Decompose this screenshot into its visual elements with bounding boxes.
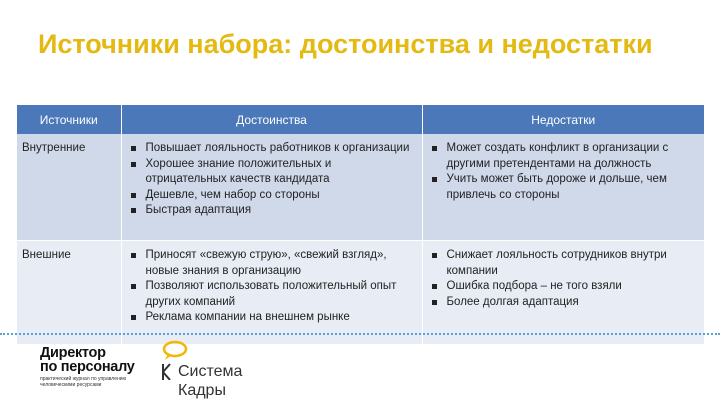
row-source: Внутренние [17, 134, 121, 241]
logo-line: по персоналу [40, 359, 135, 375]
list-item: Снижает лояльность сотрудников внутри компании [447, 248, 699, 279]
list-item: Дешевле, чем набор со стороны [146, 188, 416, 204]
header-cons: Недостатки [422, 105, 704, 134]
list-item: Быстрая адаптация [146, 203, 416, 219]
pros-list [122, 241, 422, 326]
cons-cell [422, 134, 704, 241]
cons-list [423, 241, 705, 310]
row-source: Внешние [17, 241, 121, 345]
list-item: Реклама компании на внешнем рынке [146, 310, 416, 326]
header-sources: Источники [17, 105, 121, 134]
table-header-row [17, 105, 704, 134]
list-item: Хорошее знание положительных и отрицательных качеств кандидата [146, 157, 416, 188]
sistema-kadry-logo [160, 340, 280, 400]
list-item: Приносят «свежую струю», «свежий взгляд», новые знания в организацию [146, 248, 416, 279]
list-item: Ошибка подбора – не того взяли [447, 279, 699, 295]
list-item: Позволяют использовать положительный опыт других компаний [146, 279, 416, 310]
pros-cell [121, 241, 422, 345]
table-row [17, 241, 704, 345]
sources-table [17, 105, 704, 344]
director-po-personalu-logo [40, 346, 150, 388]
logo-tagline: практический журнал по управлению человеческими ресурсами [40, 376, 127, 388]
header-pros: Достоинства [121, 105, 422, 134]
logo-word: Система [178, 363, 243, 380]
logo-word: Кадры [178, 382, 226, 399]
slide-title: Источники набора: достоинства и недостатки [38, 29, 653, 59]
cons-list [423, 134, 705, 203]
list-item: Повышает лояльность работников к организации [146, 141, 416, 157]
logo-line: Директор [40, 345, 106, 361]
footer-divider [0, 333, 720, 335]
list-item: Более долгая адаптация [447, 295, 699, 311]
list-item: Может создать конфликт в организации с другими претендентами на должность [447, 141, 699, 172]
list-item: Учить может быть дороже и дольше, чем привлечь со стороны [447, 172, 699, 203]
cons-cell [422, 241, 704, 345]
pros-cell [121, 134, 422, 241]
table-row [17, 134, 704, 241]
pros-list [122, 134, 422, 219]
